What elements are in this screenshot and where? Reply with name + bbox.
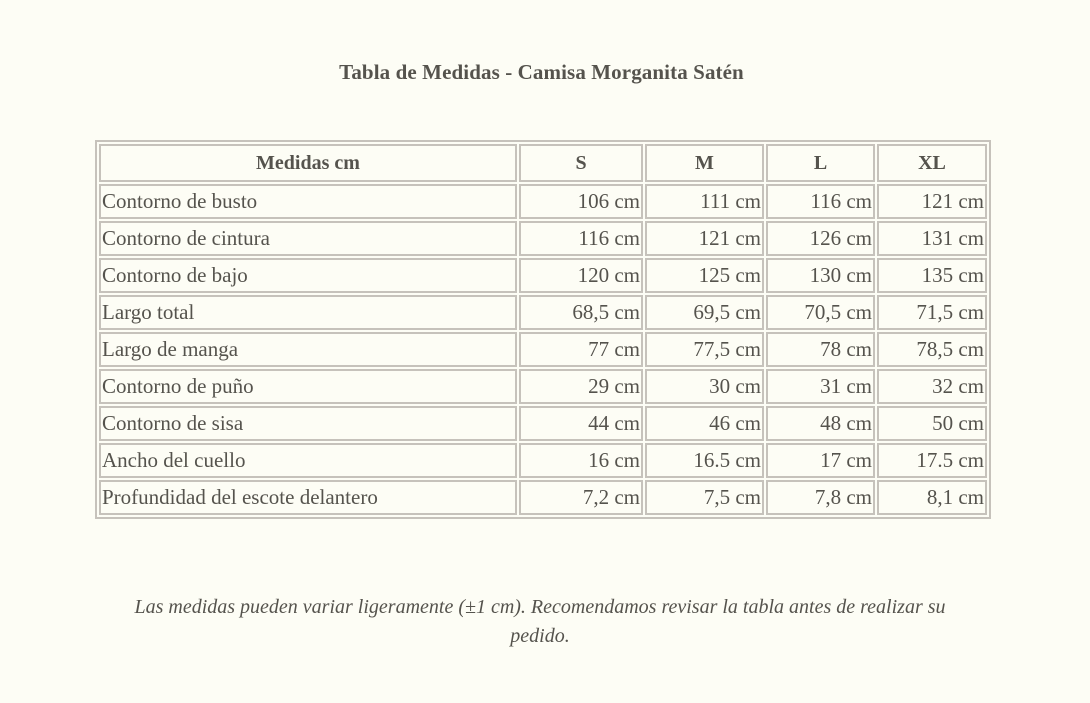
cell-m: 77,5 cm bbox=[645, 332, 764, 367]
cell-m: 111 cm bbox=[645, 184, 764, 219]
row-label: Largo total bbox=[99, 295, 517, 330]
cell-l: 116 cm bbox=[766, 184, 875, 219]
cell-xl: 8,1 cm bbox=[877, 480, 987, 515]
cell-s: 68,5 cm bbox=[519, 295, 643, 330]
cell-l: 48 cm bbox=[766, 406, 875, 441]
size-chart-table bbox=[95, 140, 991, 519]
disclaimer-note: Las medidas pueden variar ligeramente (±1 cm). Recomendamos revisar la tabla antes de realizar su pedido. bbox=[134, 596, 946, 647]
row-label: Contorno de busto bbox=[99, 184, 517, 219]
cell-m: 69,5 cm bbox=[645, 295, 764, 330]
table-row bbox=[99, 369, 987, 404]
header-size-l: L bbox=[766, 144, 875, 182]
row-label: Ancho del cuello bbox=[99, 443, 517, 478]
table-row bbox=[99, 406, 987, 441]
cell-xl: 50 cm bbox=[877, 406, 987, 441]
page-title: Tabla de Medidas - Camisa Morganita Satén bbox=[339, 60, 744, 84]
header-size-m: M bbox=[645, 144, 764, 182]
cell-s: 44 cm bbox=[519, 406, 643, 441]
table-row bbox=[99, 184, 987, 219]
cell-xl: 78,5 cm bbox=[877, 332, 987, 367]
cell-m: 7,5 cm bbox=[645, 480, 764, 515]
header-measure: Medidas cm bbox=[99, 144, 517, 182]
row-label: Contorno de bajo bbox=[99, 258, 517, 293]
row-label: Contorno de sisa bbox=[99, 406, 517, 441]
cell-l: 7,8 cm bbox=[766, 480, 875, 515]
cell-m: 46 cm bbox=[645, 406, 764, 441]
cell-s: 7,2 cm bbox=[519, 480, 643, 515]
cell-m: 125 cm bbox=[645, 258, 764, 293]
cell-xl: 121 cm bbox=[877, 184, 987, 219]
cell-l: 31 cm bbox=[766, 369, 875, 404]
cell-xl: 17.5 cm bbox=[877, 443, 987, 478]
cell-s: 77 cm bbox=[519, 332, 643, 367]
row-label: Contorno de cintura bbox=[99, 221, 517, 256]
header-size-s: S bbox=[519, 144, 643, 182]
table-row bbox=[99, 258, 987, 293]
cell-l: 126 cm bbox=[766, 221, 875, 256]
cell-xl: 71,5 cm bbox=[877, 295, 987, 330]
row-label: Largo de manga bbox=[99, 332, 517, 367]
cell-xl: 135 cm bbox=[877, 258, 987, 293]
cell-m: 30 cm bbox=[645, 369, 764, 404]
cell-s: 16 cm bbox=[519, 443, 643, 478]
cell-s: 116 cm bbox=[519, 221, 643, 256]
cell-s: 29 cm bbox=[519, 369, 643, 404]
cell-s: 120 cm bbox=[519, 258, 643, 293]
table-header-row bbox=[99, 144, 987, 182]
cell-m: 121 cm bbox=[645, 221, 764, 256]
header-size-xl: XL bbox=[877, 144, 987, 182]
size-chart-container bbox=[95, 140, 991, 519]
cell-xl: 32 cm bbox=[877, 369, 987, 404]
cell-l: 130 cm bbox=[766, 258, 875, 293]
cell-m: 16.5 cm bbox=[645, 443, 764, 478]
cell-l: 70,5 cm bbox=[766, 295, 875, 330]
table-row bbox=[99, 295, 987, 330]
cell-xl: 131 cm bbox=[877, 221, 987, 256]
cell-l: 78 cm bbox=[766, 332, 875, 367]
row-label: Profundidad del escote delantero bbox=[99, 480, 517, 515]
table-row bbox=[99, 332, 987, 367]
table-row bbox=[99, 221, 987, 256]
table-row bbox=[99, 480, 987, 515]
cell-l: 17 cm bbox=[766, 443, 875, 478]
row-label: Contorno de puño bbox=[99, 369, 517, 404]
table-row bbox=[99, 443, 987, 478]
cell-s: 106 cm bbox=[519, 184, 643, 219]
